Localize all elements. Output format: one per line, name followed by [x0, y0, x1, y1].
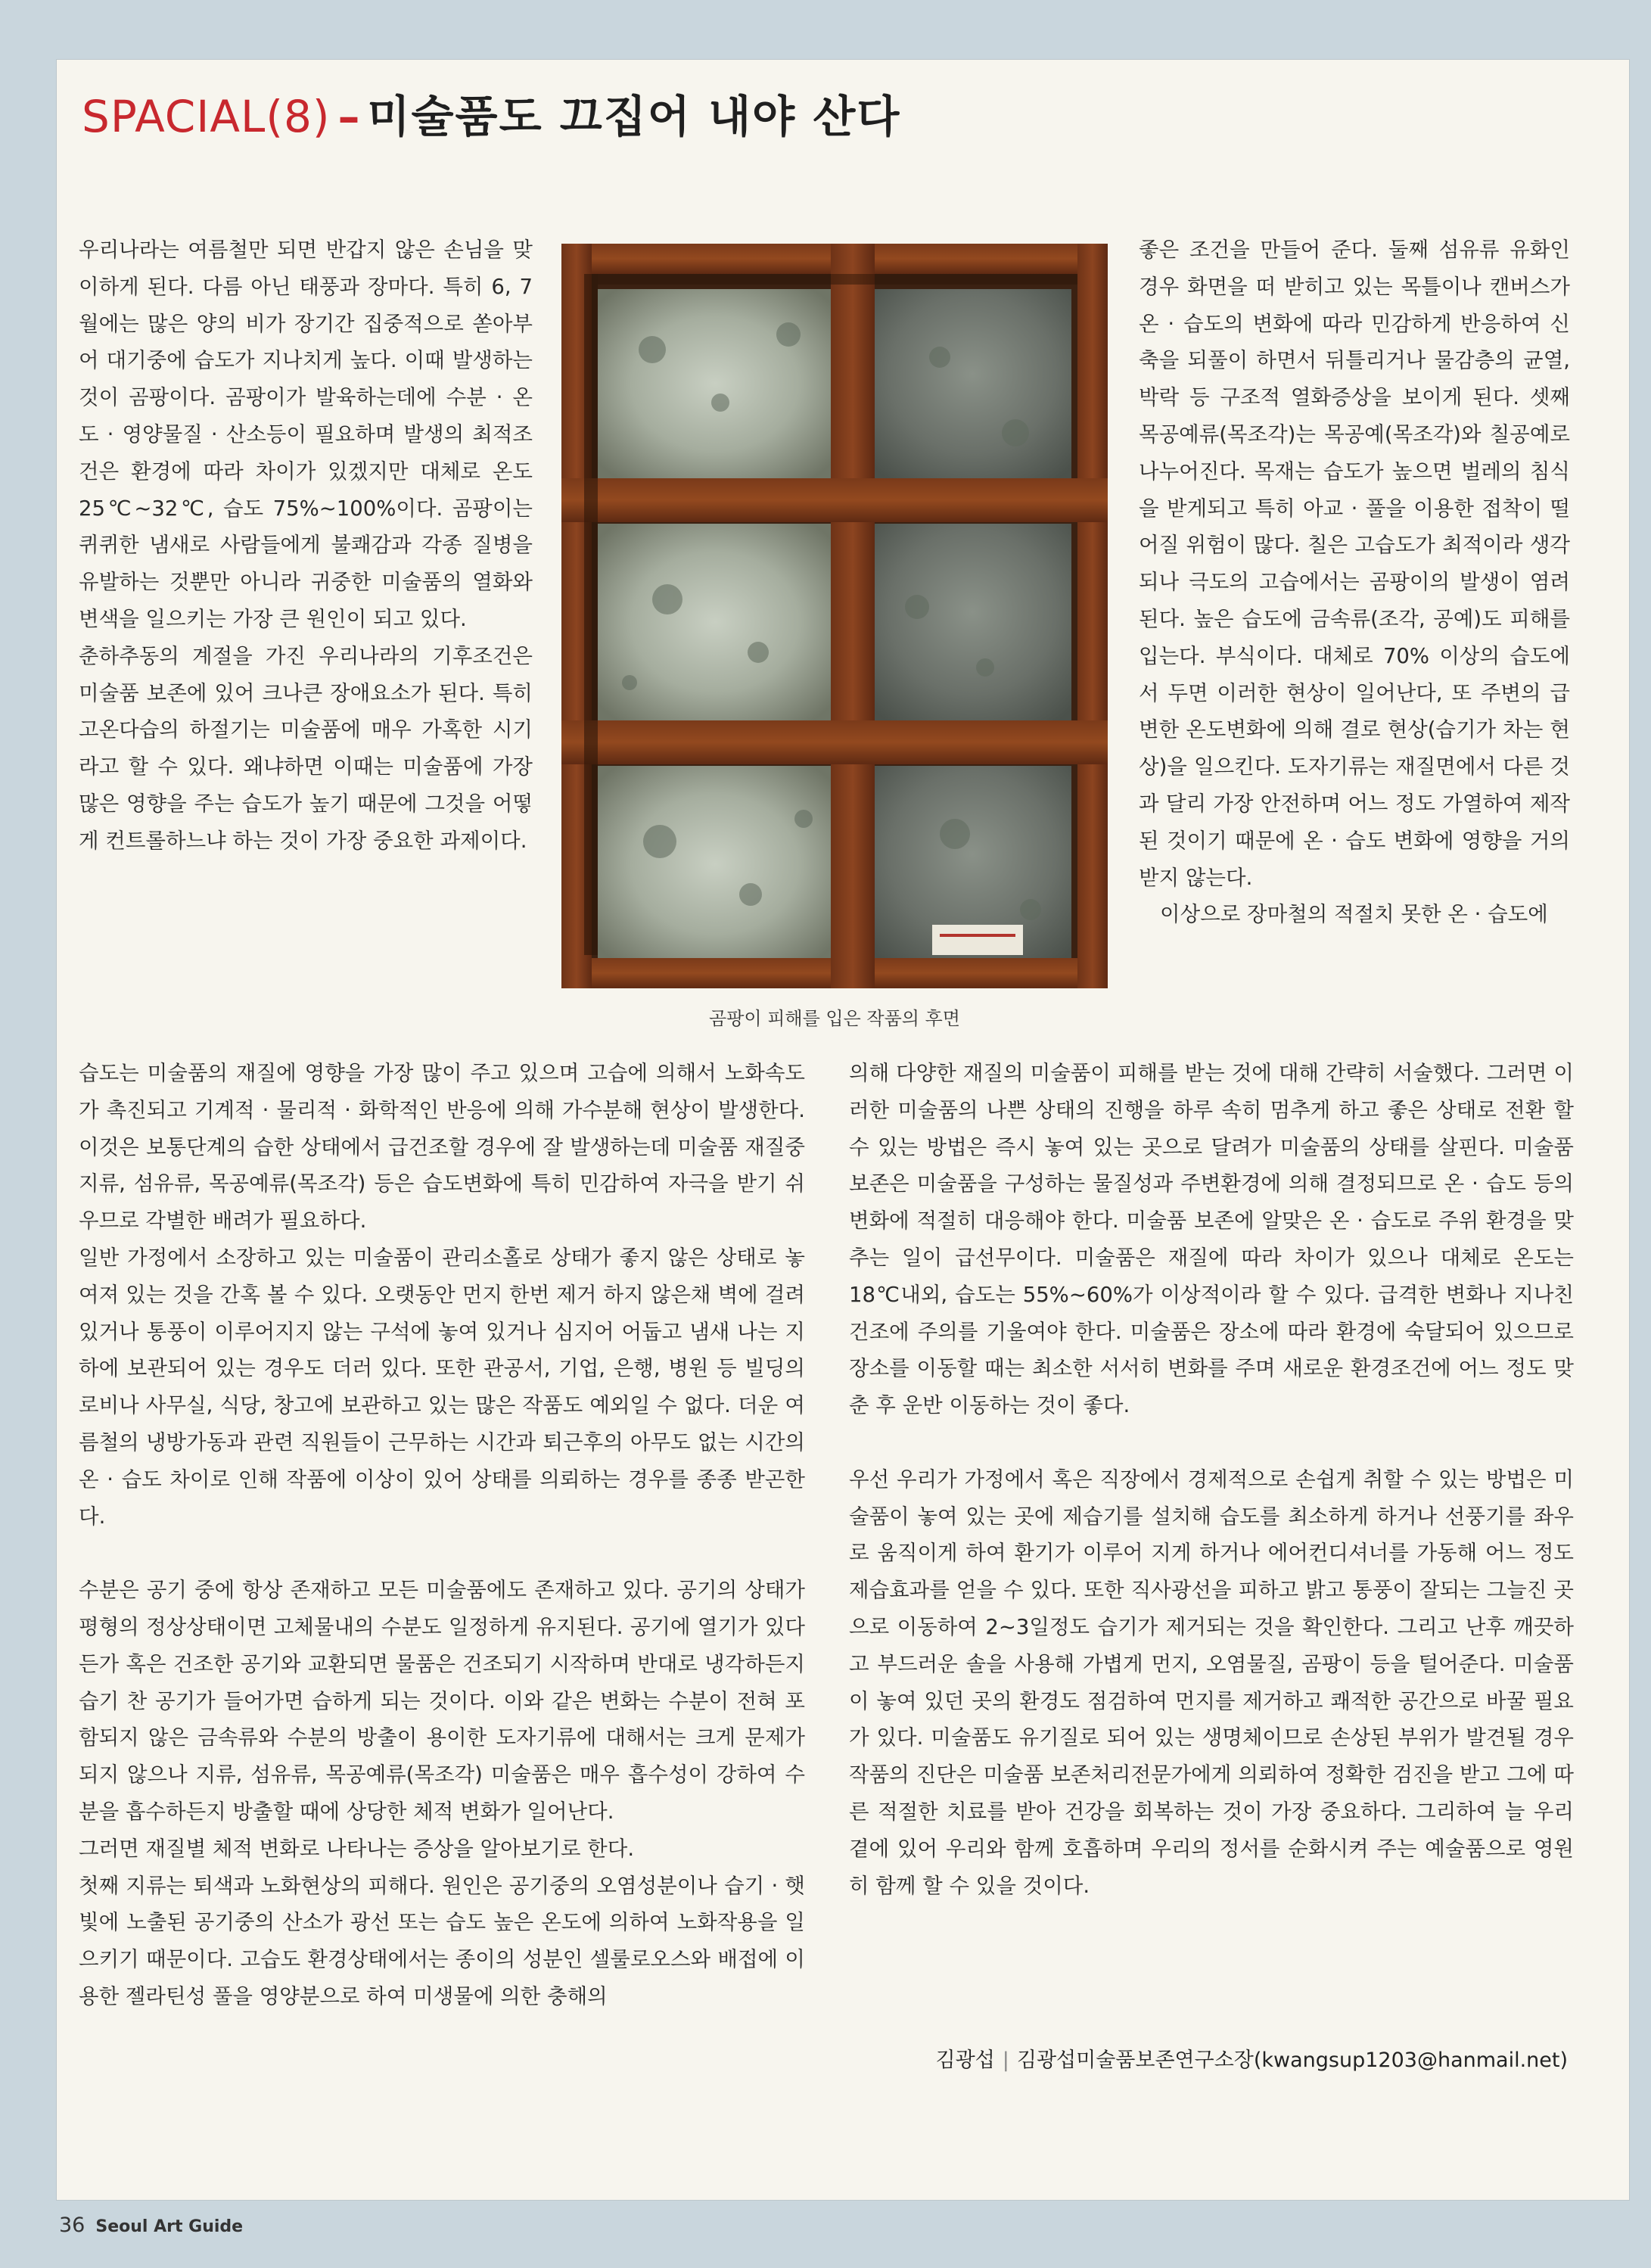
column-bottom-left: [79, 1055, 805, 2015]
paragraph: 이상으로 장마철의 적절치 못한 온 · 습도에: [1160, 902, 1548, 927]
section-label: SPACIAL(8): [82, 91, 331, 142]
author-affiliation: 김광섭미술품보존연구소장(kwangsup1203@hanmail.net): [1016, 2049, 1568, 2072]
paragraph: 일반 가정에서 소장하고 있는 미술품이 관리소홀로 상태가 좋지 않은 상태로 놓여져 있는 것을 간혹 볼 수 있다. 오랫동안 먼지 한번 제거 하지 않은채 벽에 걸려 있거나 통풍이 이루어지지 않는 구석에 놓여 있거나 심지어 어둡고 냄새 나는 지하에 보관되어 있는 경우도 더러 있다. 또한 관공서, 기업, 은행, 병원 등 빌딩의 로비나 사무실, 식당, 창고에 보관하고 있는 많은 작품도 예외일 수 없다. 더운 여름철의 냉방가동과 관련 직원들이 근무하는 시간과 퇴근후의 아무도 없는 시간의 온 · 습도 차이로 인해 작품에 이상이 있어 상태를 의뢰하는 경우를 종종 받곤한다.: [79, 1245, 805, 1529]
column-bottom-right: [849, 1055, 1574, 1904]
paragraph: 춘하추동의 계절을 가진 우리나라의 기후조건은 미술품 보존에 있어 크나큰 장애요소가 된다. 특히 고온다습의 하절기는 미술품에 매우 가혹한 시기라고 할 수 있다. 왜냐하면 이때는 미술품에 가장 많은 영향을 주는 습도가 높기 때문에 그것을 어떻게 컨트롤하느냐 하는 것이 가장 중요한 과제이다.: [79, 643, 533, 853]
paragraph: 첫째 지류는 퇴색과 노화현상의 피해다. 원인은 공기중의 오염성분이나 습기 · 햇빛에 노출된 공기중의 산소가 광선 또는 습도 높은 온도에 의하여 노화작용을 일으키기 때문이다. 고습도 환경상태에서는 종이의 성분인 셀룰로오스와 배접에 이용한 젤라틴성 풀을 영양분으로 하여 미생물에 의한 충해의: [79, 1873, 805, 2008]
magazine-name: Seoul Art Guide: [95, 2217, 244, 2236]
page-number: 36: [59, 2214, 86, 2237]
paragraph: 의해 다양한 재질의 미술품이 피해를 받는 것에 대해 간략히 서술했다. 그러면 이러한 미술품의 나쁜 상태의 진행을 하루 속히 멈추게 하고 좋은 상태로 전환 할 수 있는 방법은 즉시 놓여 있는 곳으로 달려가 미술품의 상태를 살핀다. 미술품 보존은 미술품을 구성하는 물질성과 주변환경에 의해 결정되므로 온 · 습도 등의 변화에 적절히 대응해야 한다. 미술품 보존에 알맞은 온 · 습도로 주위 환경을 맞추는 일이 급선무이다. 미술품은 재질에 따라 차이가 있으나 대체로 온도는 18℃내외, 습도는 55%~60%가 이상적이라 할 수 있다. 급격한 변화나 지나친 건조에 주의를 기울여야 한다. 미술품은 장소에 따라 환경에 숙달되어 있으므로 장소를 이동할 때는 최소한 서서히 변화를 주며 새로운 환경조건에 어느 정도 맞춘 후 운반 이동하는 것이 좋다.: [849, 1061, 1574, 1418]
paragraph: 좋은 조건을 만들어 준다. 둘째 섬유류 유화인 경우 화면을 떠 받히고 있는 목틀이나 캔버스가 온 · 습도의 변화에 따라 민감하게 반응하여 신축을 되풀이 하면서 뒤틀리거나 물감층의 균열, 박락 등 구조적 열화증상을 보이게 된다. 셋째 목공예류(목조각)는 목공예(목조각)와 칠공예로 나누어진다. 목재는 습도가 높으면 벌레의 침식을 받게되고 특히 아교 · 풀을 이용한 접착이 떨어질 위험이 많다. 칠은 고습도가 최적이라 생각되나 극도의 고습에서는 곰팡이의 발생이 염려된다. 높은 습도에 금속류(조각, 공예)도 피해를 입는다. 부식이다. 대체로 70% 이상의 습도에서 두면 이러한 현상이 일어난다, 또 주변의 급변한 온도변화에 의해 결로 현상(습기가 차는 현상)을 일으킨다. 도자기류는 재질면에서 다른 것과 달리 가장 안전하며 어느 정도 가열하여 제작된 것이기 때문에 온 · 습도 변화에 영향을 거의 받지 않는다.: [1139, 238, 1570, 890]
damaged-artwork-photo: [561, 244, 1108, 988]
article-title: [82, 79, 1217, 154]
page-footer: [59, 2214, 513, 2244]
signature-separator: |: [1002, 2049, 1009, 2072]
author-name: 김광섭: [935, 2049, 995, 2072]
title-dash: –: [337, 91, 360, 142]
title-text: 미술품도 끄집어 내야 산다: [367, 91, 901, 142]
paragraph: 그러면 재질별 체적 변화로 나타나는 증상을 알아보기로 한다.: [79, 1836, 635, 1861]
photo-caption: 곰팡이 피해를 입은 작품의 후면: [709, 1008, 960, 1029]
author-signature: [849, 2043, 1568, 2073]
artwork-back-image: [561, 244, 1108, 988]
paragraph: 우선 우리가 가정에서 혹은 직장에서 경제적으로 손쉽게 취할 수 있는 방법은 미술품이 놓여 있는 곳에 제습기를 설치해 습도를 최소하게 하거나 선풍기를 좌우로 움직이게 하여 환기가 이루어 지게 하거나 에어컨디셔너를 가동해 어느 정도 제습효과를 얻을 수 있다. 또한 직사광선을 피하고 밝고 통풍이 잘되는 그늘진 곳으로 이동하여 2~3일정도 습기가 제거되는 것을 확인한다. 그리고 난후 깨끗하고 부드러운 솔을 사용해 가볍게 먼지, 오염물질, 곰팡이 등을 털어준다. 미술품이 놓여 있던 곳의 환경도 점검하여 먼지를 제거하고 쾌적한 공간으로 바꿀 필요가 있다. 미술품도 유기질로 되어 있는 생명체이므로 손상된 부위가 발견될 경우 작품의 진단은 미술품 보존처리전문가에게 의뢰하여 정확한 검진을 받고 그에 따른 적절한 치료를 받아 건강을 회복하는 것이 가장 중요하다. 그리하여 늘 우리 곁에 있어 우리와 함께 호흡하며 우리의 정서를 순화시켜 주는 예술품으로 영원히 함께 할 수 있을 것이다.: [849, 1467, 1574, 1898]
column-top-left: [79, 232, 533, 860]
paragraph: 수분은 공기 중에 항상 존재하고 모든 미술품에도 존재하고 있다. 공기의 상태가 평형의 정상상태이면 고체물내의 수분도 일정하게 유지된다. 공기에 열기가 있다든가 혹은 건조한 공기와 교환되면 물품은 건조되기 시작하며 반대로 냉각하든지 습기 찬 공기가 들어가면 습하게 되는 것이다. 이와 같은 변화는 수분이 전혀 포함되지 않은 금속류와 수분의 방출이 용이한 도자기류에 대해서는 크게 문제가 되지 않으나 지류, 섬유류, 목공예류(목조각) 미술품은 매우 흡수성이 강하여 수분을 흡수하든지 방출할 때에 상당한 체적 변화가 일어난다.: [79, 1578, 805, 1824]
column-top-right: [1139, 232, 1570, 933]
paragraph: 습도는 미술품의 재질에 영향을 가장 많이 주고 있으며 고습에 의해서 노화속도가 촉진되고 기계적 · 물리적 · 화학적인 반응에 의해 가수분해 현상이 발생한다. 이것은 보통단계의 습한 상태에서 급건조할 경우에 잘 발생하는데 미술품 재질중 지류, 섬유류, 목공예류(목조각) 등은 습도변화에 특히 민감하여 자극을 받기 쉬우므로 각별한 배려가 필요하다.: [79, 1061, 805, 1234]
paragraph: 우리나라는 여름철만 되면 반갑지 않은 손님을 맞이하게 된다. 다름 아닌 태풍과 장마다. 특히 6, 7월에는 많은 양의 비가 장기간 집중적으로 쏟아부어 대기중에 습도가 지나치게 높다. 이때 발생하는 것이 곰팡이다. 곰팡이가 발육하는데에 수분 · 온도 · 영양물질 · 산소등이 필요하며 발생의 최적조건은 환경에 따라 차이가 있겠지만 대체로 온도 25℃~32℃, 습도 75%~100%이다. 곰팡이는 퀴퀴한 냄새로 사람들에게 불쾌감과 각종 질병을 유발하는 것뿐만 아니라 귀중한 미술품의 열화와 변색을 일으키는 가장 큰 원인이 되고 있다.: [79, 238, 533, 631]
